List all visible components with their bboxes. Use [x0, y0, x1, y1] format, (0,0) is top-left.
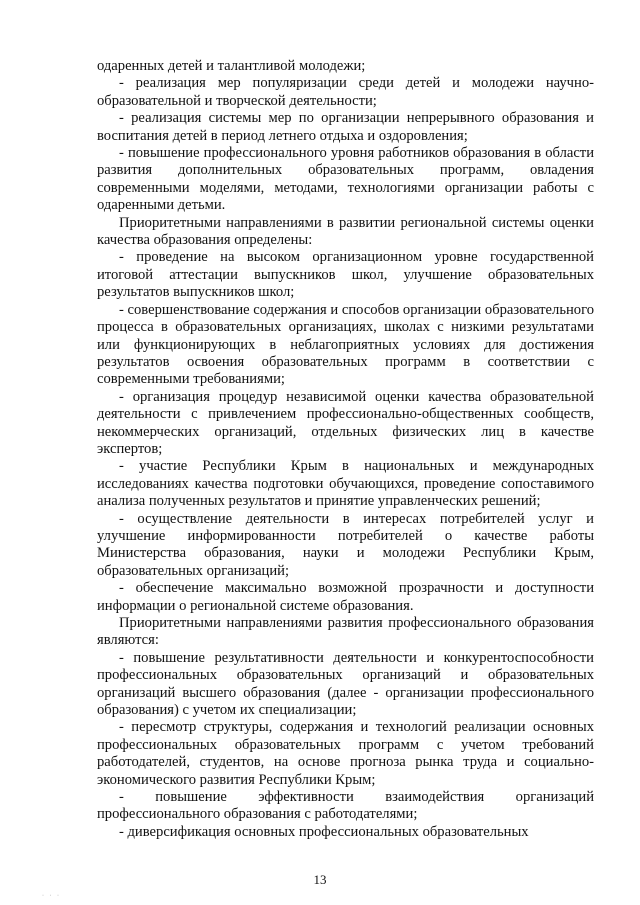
- paragraph: - диверсификация основных профессиональных образовательных: [119, 823, 529, 840]
- paragraph: Приоритетными направлениями в развитии региональной системы оценки качества образования определены:: [97, 214, 594, 249]
- paragraph: - организация процедур независимой оценки качества образовательной деятельности с привлечением профессионально-общественных сообществ, некоммерческих организаций, отдельных физических лиц в качестве экспертов;: [97, 388, 594, 457]
- paragraph: - совершенствование содержания и способов организации образовательного процесса в образовательных организациях, школах с низкими результатами или функционирующих в неблагоприятных условиях для достижения результатов освоения образовательных программ в соответствии с современными требованиями;: [97, 301, 594, 388]
- paragraph: - обеспечение максимально возможной прозрачности и доступности информации о региональной системе образования.: [97, 580, 594, 614]
- paragraph: - проведение на высоком организационном уровне государственной итоговой аттестации выпускников школ, улучшение образовательных результатов выпускников школ;: [97, 249, 594, 301]
- paragraph: - реализация мер популяризации среди детей и молодежи научно-образовательной и творческой деятельности;: [97, 75, 594, 109]
- paragraph: - повышение профессионального уровня работников образования в области развития дополнительных образовательных программ, овладения современными моделями, методами, технологиями организации работы с одаренными детьми.: [97, 145, 594, 214]
- paragraph: - пересмотр структуры, содержания и технологий реализации основных профессиональных образовательных программ с учетом требований работодателей, студентов, на основе прогноза рынка труда и социально-экономического развития Республики Крым;: [97, 719, 594, 788]
- document-body: [97, 58, 594, 841]
- paragraph: Приоритетными направлениями развития профессионального образования являются:: [97, 615, 594, 649]
- scan-artifact: · · ·: [42, 893, 61, 899]
- paragraph: - повышение результативности деятельности и конкурентоспособности профессиональных образовательных организаций и образовательных организаций высшего образования (далее - организации профессионального образования) с учетом их специализации;: [97, 649, 594, 719]
- page-number: 13: [313, 872, 327, 887]
- paragraph: одаренных детей и талантливой молодежи;: [97, 58, 366, 74]
- paragraph: - участие Республики Крым в национальных и международных исследованиях качества подготовки обучающихся, проведение сопоставимого анализа полученных результатов и принятие управленческих решений;: [97, 458, 594, 510]
- paragraph: - реализация системы мер по организации непрерывного образования и воспитания детей в период летнего отдыха и оздоровления;: [97, 110, 594, 144]
- paragraph: - осуществление деятельности в интересах потребителей услуг и улучшение информированности потребителей о качестве работы Министерства образования, науки и молодежи Республики Крым, образовательных организаций;: [97, 510, 594, 579]
- paragraph: - повышение эффективности взаимодействия организаций профессионального образования с работодателями;: [97, 789, 594, 823]
